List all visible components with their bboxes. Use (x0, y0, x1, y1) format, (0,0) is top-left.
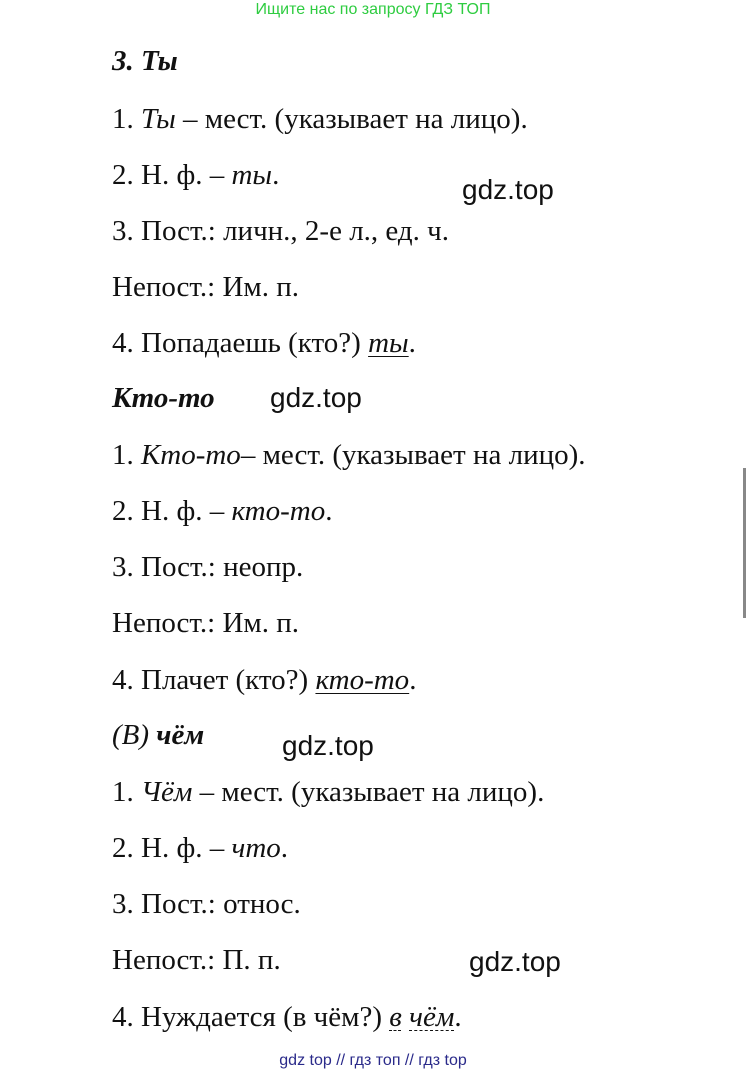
s2-line-2 (112, 494, 332, 528)
s3-line-2 (112, 831, 288, 865)
s3-line-5 (112, 1000, 462, 1034)
watermark-4: gdz.top (469, 946, 561, 977)
s2-line-2-text: 2. Н. ф. – (112, 495, 232, 527)
section-heading-chem (112, 718, 204, 752)
watermark-2: gdz.top (270, 382, 362, 413)
s1-line-2 (112, 158, 279, 192)
s1-line-1-num: 1. (112, 103, 141, 135)
s2-line-2-end: . (325, 495, 333, 527)
s3-line-1 (112, 775, 544, 809)
s3-line-5-prep: в (389, 1001, 402, 1033)
s1-line-5-word: ты (368, 327, 409, 359)
s1-line-5-end: . (408, 327, 416, 359)
s3-line-4: Непост.: П. п. (112, 944, 281, 976)
section-heading-kto-to: Кто-то (112, 382, 215, 414)
s2-line-1-word: Кто-то (141, 439, 241, 471)
s1-line-2-word: ты (231, 159, 273, 191)
s3-line-2-end: . (280, 832, 289, 864)
s1-line-5-text: 4. Попадаешь (кто?) (112, 327, 369, 359)
s2-line-4: Непост.: Им. п. (112, 607, 300, 639)
watermark-1: gdz.top (462, 174, 554, 205)
s3-line-2-text: 2. Н. ф. – (112, 832, 232, 864)
section-heading-ty: 3. Ты (112, 45, 178, 77)
s1-line-5 (112, 326, 416, 360)
s3-line-1-word: Чём (141, 776, 193, 808)
s2-line-5-word: кто-то (315, 664, 410, 696)
section-heading-chem-word: чём (156, 719, 205, 751)
s3-line-5-end: . (454, 1001, 462, 1033)
s1-line-2-text: 2. Н. ф. – (112, 159, 232, 191)
s3-line-2-word: что (231, 832, 281, 864)
s3-line-5-word: чём (409, 1001, 455, 1033)
s3-line-3: 3. Пост.: относ. (112, 888, 301, 920)
s2-line-2-word: кто-то (231, 495, 326, 527)
s2-line-3: 3. Пост.: неопр. (112, 551, 304, 583)
s2-line-1 (112, 438, 586, 472)
s2-line-5 (112, 663, 416, 697)
s3-line-1-text: – мест. (указывает на лицо). (192, 776, 545, 808)
s2-line-5-end: . (409, 664, 417, 696)
footer-watermark: gdz top // гдз топ // гдз top (279, 1052, 467, 1069)
s2-line-1-num: 1. (112, 439, 141, 471)
s3-line-1-num: 1. (112, 776, 141, 808)
watermark-3: gdz.top (282, 730, 374, 761)
s1-line-1-text: – мест. (указывает на лицо). (175, 103, 528, 135)
s2-line-5-text: 4. Плачет (кто?) (112, 664, 316, 696)
section-heading-chem-prefix: (В) (112, 719, 157, 751)
s1-line-1-word: Ты (141, 103, 176, 135)
top-banner: Ищите нас по запросу ГДЗ ТОП (255, 1, 491, 18)
s2-line-1-text: – мест. (указывает на лицо). (240, 439, 586, 471)
s1-line-1 (112, 102, 528, 136)
s1-line-2-end: . (272, 159, 280, 191)
s3-line-5-text: 4. Нуждается (в чём?) (112, 1001, 390, 1033)
s1-line-4: Непост.: Им. п. (112, 271, 300, 303)
s1-line-3: 3. Пост.: личн., 2-е л., ед. ч. (112, 215, 450, 247)
